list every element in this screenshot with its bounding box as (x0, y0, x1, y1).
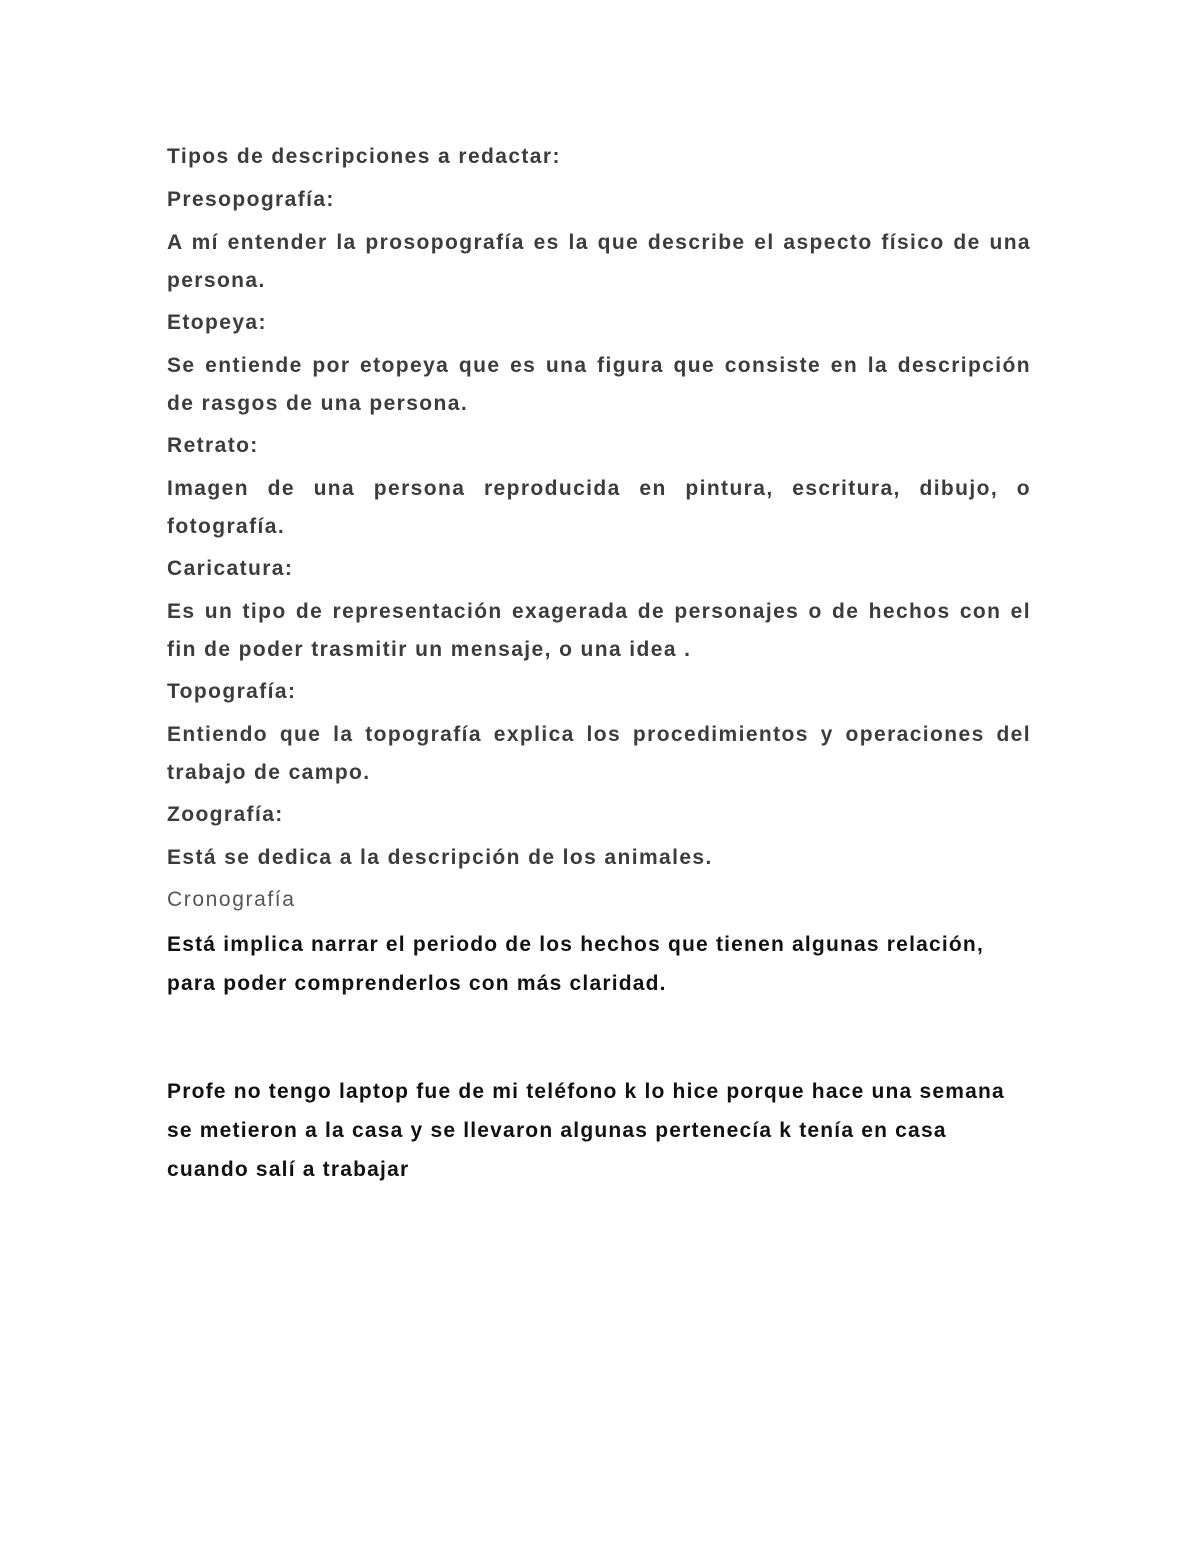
section-heading-caricatura: Caricatura: (167, 557, 294, 580)
paragraph-spacer (167, 1003, 1031, 1072)
section-heading-zoografia: Zoografía: (167, 803, 284, 826)
section-heading-topografia: Topografía: (167, 680, 297, 703)
section-text-retrato: Imagen de una persona reproducida en pintura, escritura, dibujo, o fotografía. (167, 477, 1031, 538)
section-heading-retrato: Retrato: (167, 434, 259, 457)
section-text-cronografia: Está implica narrar el periodo de los hechos que tienen algunas relación, para poder comprenderlos con más claridad. (167, 933, 984, 995)
section-heading-cronografia: Cronografía (167, 888, 296, 911)
section-heading-presopografia: Presopografía: (167, 188, 335, 211)
student-note: Profe no tengo laptop fue de mi teléfono k lo hice porque hace una semana se metieron a la casa y se llevaron algunas pertenecía k tenía en casa cuando salí a trabajar (167, 1080, 1005, 1181)
document-title: Tipos de descripciones a redactar: (167, 145, 561, 168)
section-heading-etopeya: Etopeya: (167, 311, 267, 334)
section-text-presopografia: A mí entender la prosopografía es la que describe el aspecto físico de una persona. (167, 231, 1031, 292)
section-text-caricatura: Es un tipo de representación exagerada de personajes o de hechos con el fin de poder trasmitir un mensaje, o una idea . (167, 600, 1031, 661)
document-page (167, 138, 1031, 1189)
section-text-zoografia: Está se dedica a la descripción de los animales. (167, 846, 713, 869)
section-text-topografia: Entiendo que la topografía explica los procedimientos y operaciones del trabajo de campo. (167, 723, 1031, 784)
section-text-etopeya: Se entiende por etopeya que es una figura que consiste en la descripción de rasgos de una persona. (167, 354, 1031, 415)
